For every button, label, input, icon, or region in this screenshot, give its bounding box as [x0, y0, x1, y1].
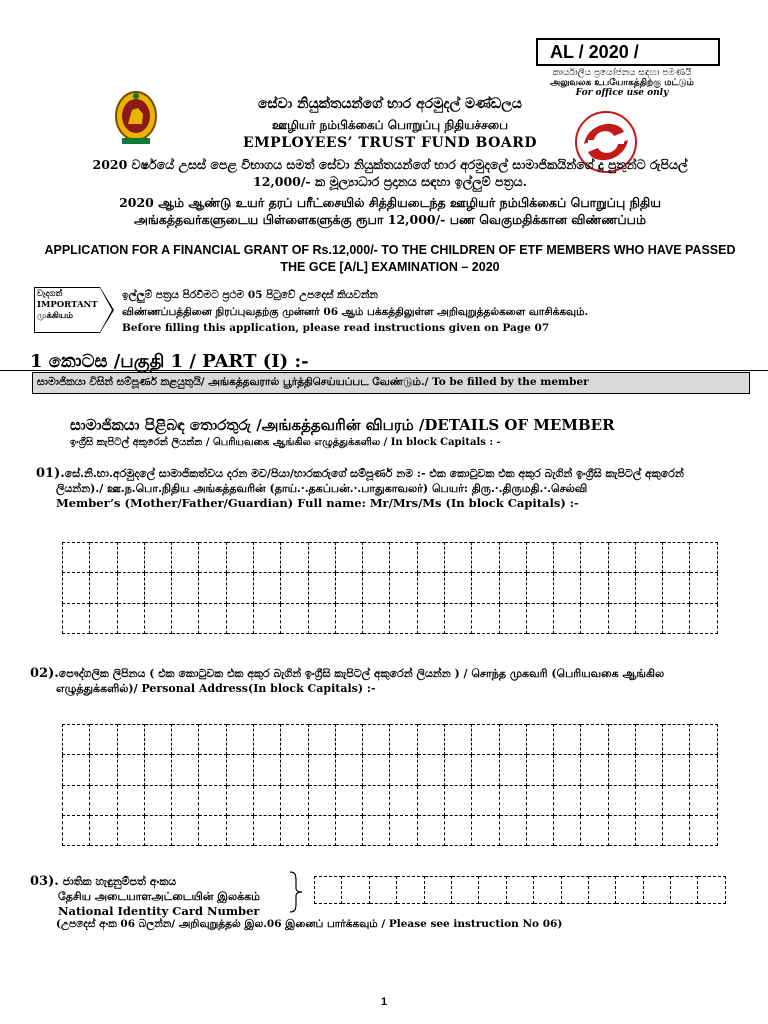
letter-box[interactable] — [144, 573, 171, 603]
q1-line3: Member’s (Mother/Father/Guardian) Full name: Mr/Mrs/Ms (In block Capitals) :- — [56, 496, 579, 510]
subtitle-si-line2: 12,000/- ක මූල්‍යාධාර ප්‍රදානය සඳහා ඉල්ලුම් පත්‍රය. — [253, 174, 527, 189]
letter-box[interactable] — [172, 543, 199, 573]
board-title-tamil: ஊழியர் நம்பிக்கைப் பொறுப்பு நிதியச்சபை — [271, 118, 508, 132]
letter-box[interactable] — [499, 785, 526, 815]
application-title-line2: THE GCE [A/L] EXAMINATION – 2020 — [280, 260, 500, 274]
letter-box[interactable] — [63, 725, 90, 755]
letter-box[interactable] — [390, 755, 417, 785]
office-use-ta: அலுவலக உபயோகத்திற்கு மட்டும் — [550, 78, 694, 88]
letter-box[interactable] — [526, 785, 553, 815]
letter-box[interactable] — [390, 573, 417, 603]
letter-box[interactable] — [172, 815, 199, 845]
letter-box[interactable] — [417, 815, 444, 845]
instruction-sinhala: ඉල්ලුම් පත්‍රය පිරවීමට ප්‍රථම 05 පිටුවේ උපදෙස් කියවන්න — [122, 289, 378, 301]
letter-box[interactable] — [698, 877, 726, 904]
full-name-grid[interactable] — [62, 542, 718, 634]
important-en: IMPORTANT — [37, 300, 98, 310]
letter-box[interactable] — [690, 725, 718, 755]
letter-box[interactable] — [335, 725, 362, 755]
letter-box[interactable] — [444, 815, 471, 845]
letter-box[interactable] — [472, 603, 499, 633]
letter-box[interactable] — [226, 603, 253, 633]
letter-box[interactable] — [63, 755, 90, 785]
letter-box[interactable] — [253, 815, 280, 845]
letter-box[interactable] — [534, 877, 561, 904]
letter-box[interactable] — [144, 725, 171, 755]
letter-box[interactable] — [390, 603, 417, 633]
letter-box[interactable] — [253, 755, 280, 785]
letter-box[interactable] — [444, 755, 471, 785]
letter-box[interactable] — [363, 543, 390, 573]
letter-box[interactable] — [144, 755, 171, 785]
letter-box[interactable] — [253, 603, 280, 633]
subtitle-sinhala — [30, 156, 750, 190]
instruction-english: Before filling this application, please read instructions given on Page 07 — [122, 322, 550, 334]
personal-address-grid[interactable] — [62, 724, 718, 846]
letter-box[interactable] — [90, 543, 117, 573]
letter-box[interactable] — [635, 725, 662, 755]
letter-box[interactable] — [472, 815, 499, 845]
letter-box[interactable] — [663, 815, 690, 845]
letter-box[interactable] — [335, 543, 362, 573]
letter-box[interactable] — [479, 877, 506, 904]
letter-box[interactable] — [561, 877, 588, 904]
letter-box[interactable] — [554, 755, 581, 785]
letter-box[interactable] — [608, 725, 635, 755]
part-divider — [0, 370, 768, 371]
letter-box[interactable] — [690, 573, 718, 603]
office-use-label — [512, 68, 732, 98]
letter-box[interactable] — [90, 755, 117, 785]
letter-box[interactable] — [506, 877, 533, 904]
letter-box[interactable] — [335, 755, 362, 785]
letter-box[interactable] — [281, 603, 308, 633]
fill-note-local: සාමාජිකයා විසින් සම්පූර්ණ කළයුතුයි/ அங்கத்தவரால் பூர்த்திசெய்யப்பட வேண்டும்./ — [37, 376, 429, 388]
q2-number: 02). — [30, 666, 59, 681]
letter-box[interactable] — [63, 815, 90, 845]
reference-code: AL / 2020 / — [550, 42, 639, 62]
letter-box[interactable] — [335, 573, 362, 603]
letter-box[interactable] — [424, 877, 451, 904]
letter-box[interactable] — [90, 725, 117, 755]
letter-box[interactable] — [417, 725, 444, 755]
letter-box[interactable] — [581, 815, 608, 845]
q2-line1: පෞද්ගලික ලිපිනය ( එක කොටුවක එක අකුර බැගින් ඉංග්‍රීසි කැපිටල් අකුරෙන් ලියන්න ) / சொந்த முகவரி (பெரியவகை ஆங்கில — [58, 667, 665, 680]
letter-box[interactable] — [554, 573, 581, 603]
letter-box[interactable] — [643, 877, 670, 904]
letter-box[interactable] — [608, 755, 635, 785]
letter-box[interactable] — [444, 785, 471, 815]
letter-box[interactable] — [526, 815, 553, 845]
letter-box[interactable] — [315, 877, 342, 904]
letter-box[interactable] — [390, 785, 417, 815]
letter-box[interactable] — [363, 815, 390, 845]
reference-number-box — [536, 38, 720, 66]
letter-box[interactable] — [363, 785, 390, 815]
letter-box[interactable] — [526, 755, 553, 785]
subtitle-ta-line2: அங்கத்தவர்களுடைய பிள்ளைகளுக்கு ரூபா 12,000/- பண வெகுமதிக்கான விண்ணப்பம் — [134, 212, 646, 227]
letter-box[interactable] — [608, 603, 635, 633]
page-number: 1 — [380, 996, 388, 1008]
letter-box[interactable] — [588, 877, 615, 904]
letter-box[interactable] — [390, 543, 417, 573]
letter-box[interactable] — [417, 755, 444, 785]
letter-box[interactable] — [526, 603, 553, 633]
letter-box[interactable] — [281, 785, 308, 815]
letter-box[interactable] — [581, 573, 608, 603]
letter-box[interactable] — [172, 725, 199, 755]
letter-box[interactable] — [690, 603, 718, 633]
q3-note: (උපදෙස් අංක 06 බලන්න/ அறிவுறுத்தல் இல.06 இனைப் பார்க்கவும் / Please see instruction No 06) — [56, 918, 563, 930]
letter-box[interactable] — [144, 815, 171, 845]
fill-note-en: To be filled by the member — [428, 376, 589, 388]
letter-box[interactable] — [117, 603, 144, 633]
letter-box[interactable] — [635, 603, 662, 633]
letter-box[interactable] — [90, 785, 117, 815]
letter-box[interactable] — [690, 543, 718, 573]
letter-box[interactable] — [472, 785, 499, 815]
letter-box[interactable] — [363, 755, 390, 785]
letter-box[interactable] — [608, 785, 635, 815]
letter-box[interactable] — [663, 543, 690, 573]
letter-box[interactable] — [63, 543, 90, 573]
letter-box[interactable] — [172, 573, 199, 603]
letter-box[interactable] — [308, 603, 335, 633]
letter-box[interactable] — [444, 725, 471, 755]
letter-box[interactable] — [499, 573, 526, 603]
subtitle-si-line1: 2020 වර්ෂයේ උසස් පෙළ විභාගය සමත් සේවා නියුක්තයන්ගේ භාර අරමුදලේ සාමාජිකයින්ගේ දූ පුතුන්ට රුපියල් — [92, 157, 688, 172]
letter-box[interactable] — [554, 725, 581, 755]
letter-box[interactable] — [635, 543, 662, 573]
letter-box[interactable] — [199, 725, 226, 755]
important-ta: முக்கியம் — [37, 311, 73, 321]
letter-box[interactable] — [663, 755, 690, 785]
letter-box[interactable] — [144, 785, 171, 815]
details-heading: සාමාජිකයා පිළිබඳ තොරතුරු /அங்கத்தவரின் விபரம் /DETAILS OF MEMBER — [70, 416, 615, 434]
letter-box[interactable] — [199, 543, 226, 573]
office-use-en: For office use only — [575, 88, 669, 98]
letter-box[interactable] — [499, 543, 526, 573]
letter-box[interactable] — [472, 543, 499, 573]
letter-box[interactable] — [608, 815, 635, 845]
letter-box[interactable] — [281, 725, 308, 755]
letter-box[interactable] — [253, 785, 280, 815]
application-title — [40, 242, 740, 276]
letter-box[interactable] — [63, 603, 90, 633]
letter-box[interactable] — [226, 573, 253, 603]
letter-box[interactable] — [690, 815, 718, 845]
letter-box[interactable] — [690, 785, 718, 815]
letter-box[interactable] — [117, 725, 144, 755]
letter-box[interactable] — [90, 603, 117, 633]
letter-box[interactable] — [444, 573, 471, 603]
letter-box[interactable] — [199, 785, 226, 815]
letter-box[interactable] — [117, 785, 144, 815]
letter-box[interactable] — [444, 603, 471, 633]
letter-box[interactable] — [117, 573, 144, 603]
letter-box[interactable] — [397, 877, 424, 904]
letter-box[interactable] — [253, 573, 280, 603]
letter-box[interactable] — [363, 573, 390, 603]
letter-box[interactable] — [390, 815, 417, 845]
letter-box[interactable] — [144, 603, 171, 633]
letter-box[interactable] — [117, 815, 144, 845]
letter-box[interactable] — [663, 573, 690, 603]
letter-box[interactable] — [526, 573, 553, 603]
q1-line1: සේ.නි.භා.අරමුදලේ සාමාජිකත්වය දරන මව/පියා/භාරකරුගේ සම්පූර්ණ නම :- එක කොටුවක එක අකුර බැගින් ඉංග්‍රීසි කැපිටල් අකුරෙන් — [64, 467, 684, 480]
letter-box[interactable] — [581, 725, 608, 755]
letter-box[interactable] — [308, 725, 335, 755]
brace-icon — [288, 870, 304, 914]
subtitle-ta-line1: 2020 ஆம் ஆண்டு உயர் தரப் பரீட்சையில் சித்தியடைந்த ஊழியர் நம்பிக்கைப் பொறுப்பு நிதிய — [119, 195, 661, 210]
letter-box[interactable] — [554, 603, 581, 633]
letter-box[interactable] — [253, 725, 280, 755]
q3-en: National Identity Card Number — [58, 904, 260, 918]
letter-box[interactable] — [281, 815, 308, 845]
letter-box[interactable] — [117, 543, 144, 573]
letter-box[interactable] — [635, 785, 662, 815]
part-heading: 1 කොටස /பகுதி 1 / PART (I) :- — [30, 351, 309, 372]
letter-box[interactable] — [499, 755, 526, 785]
letter-box[interactable] — [342, 877, 369, 904]
letter-box[interactable] — [499, 815, 526, 845]
letter-box[interactable] — [253, 543, 280, 573]
letter-box[interactable] — [308, 755, 335, 785]
q1-number: 01). — [36, 466, 65, 481]
letter-box[interactable] — [663, 725, 690, 755]
letter-box[interactable] — [335, 785, 362, 815]
letter-box[interactable] — [554, 815, 581, 845]
letter-box[interactable] — [554, 785, 581, 815]
letter-box[interactable] — [369, 877, 396, 904]
letter-box[interactable] — [363, 603, 390, 633]
letter-box[interactable] — [226, 543, 253, 573]
letter-box[interactable] — [581, 543, 608, 573]
question-3 — [30, 874, 310, 919]
letter-box[interactable] — [281, 755, 308, 785]
letter-box[interactable] — [226, 815, 253, 845]
letter-box[interactable] — [308, 573, 335, 603]
letter-box[interactable] — [172, 603, 199, 633]
question-2 — [30, 666, 740, 696]
q3-si: ජාතික හැඳුනුම්පත් අංකය — [62, 875, 177, 888]
national-emblem-icon — [112, 88, 160, 150]
question-1 — [36, 466, 736, 511]
letter-box[interactable] — [526, 543, 553, 573]
q3-ta: தேசிய அடையாளஅட்டையின் இலக்கம் — [58, 890, 261, 903]
letter-box[interactable] — [144, 543, 171, 573]
letter-box[interactable] — [444, 543, 471, 573]
letter-box[interactable] — [671, 877, 698, 904]
letter-box[interactable] — [363, 725, 390, 755]
letter-box[interactable] — [90, 815, 117, 845]
letter-box[interactable] — [335, 815, 362, 845]
letter-box[interactable] — [199, 815, 226, 845]
letter-box[interactable] — [390, 725, 417, 755]
letter-box[interactable] — [90, 573, 117, 603]
letter-box[interactable] — [226, 755, 253, 785]
letter-box[interactable] — [616, 877, 643, 904]
letter-box[interactable] — [117, 755, 144, 785]
letter-box[interactable] — [499, 603, 526, 633]
letter-box[interactable] — [608, 543, 635, 573]
letter-box[interactable] — [63, 573, 90, 603]
letter-box[interactable] — [635, 573, 662, 603]
letter-box[interactable] — [226, 725, 253, 755]
letter-box[interactable] — [226, 785, 253, 815]
letter-box[interactable] — [608, 573, 635, 603]
letter-box[interactable] — [281, 573, 308, 603]
letter-box[interactable] — [451, 877, 478, 904]
office-use-si: කාර්යාලීය ප්‍රයෝජනය සඳහා පමණයි — [552, 68, 692, 78]
q1-line2: ලියන්න)./ ஊ.ந.பொ.நிதிய அங்கத்தவரின் (தாய்.·.தகப்பன்.·.பாதுகாவலர்) பெயர்: திரு.·.திருமதி.·.செல்வி — [56, 482, 588, 495]
board-title-english: EMPLOYEES’ TRUST FUND BOARD — [243, 135, 537, 151]
subtitle-tamil — [30, 194, 750, 228]
q2-line2: எழுத்துக்களில்)/ Personal Address(In block Capitals) :- — [56, 682, 376, 695]
letter-box[interactable] — [663, 785, 690, 815]
letter-box[interactable] — [308, 815, 335, 845]
letter-box[interactable] — [581, 603, 608, 633]
letter-box[interactable] — [63, 785, 90, 815]
letter-box[interactable] — [472, 755, 499, 785]
letter-box[interactable] — [199, 573, 226, 603]
letter-box[interactable] — [417, 573, 444, 603]
letter-box[interactable] — [172, 785, 199, 815]
letter-box[interactable] — [199, 755, 226, 785]
letter-box[interactable] — [172, 755, 199, 785]
letter-box[interactable] — [308, 543, 335, 573]
letter-box[interactable] — [335, 603, 362, 633]
letter-box[interactable] — [417, 785, 444, 815]
letter-box[interactable] — [554, 543, 581, 573]
q3-number: 03). — [30, 874, 59, 889]
important-label — [34, 287, 100, 333]
letter-box[interactable] — [635, 815, 662, 845]
letter-box[interactable] — [635, 755, 662, 785]
letter-box[interactable] — [199, 603, 226, 633]
letter-box[interactable] — [472, 725, 499, 755]
letter-box[interactable] — [663, 603, 690, 633]
letter-box[interactable] — [472, 573, 499, 603]
application-title-line1: APPLICATION FOR A FINANCIAL GRANT OF Rs.12,000/- TO THE CHILDREN OF ETF MEMBERS WHO HAVE PASSED — [44, 243, 736, 257]
letter-box[interactable] — [526, 725, 553, 755]
block-capitals-note: ඉංග්‍රීසි කැපිටල් අකුරෙන් ලියන්න / பெரியவகை ஆங்கில எழுத்துக்களில / In block Capitals : - — [70, 437, 501, 448]
board-title-sinhala: සේවා නියුක්තයන්ගේ භාර අරමුදල් මණ්ඩලය — [258, 96, 522, 112]
nic-number-grid[interactable] — [314, 876, 726, 904]
important-si: වැදගත් — [37, 289, 63, 299]
instruction-tamil: விண்ணப்பத்தினை நிரப்புவதற்கு முன்னர் 06 ஆம் பக்கத்திலுள்ள அறிவுறுத்தல்களை வாசிக்கவும். — [122, 306, 589, 318]
letter-box[interactable] — [417, 603, 444, 633]
letter-box[interactable] — [690, 755, 718, 785]
letter-box[interactable] — [417, 543, 444, 573]
letter-box[interactable] — [281, 543, 308, 573]
letter-box[interactable] — [308, 785, 335, 815]
letter-box[interactable] — [499, 725, 526, 755]
fill-by-member-banner — [32, 372, 750, 394]
letter-box[interactable] — [581, 785, 608, 815]
letter-box[interactable] — [581, 755, 608, 785]
